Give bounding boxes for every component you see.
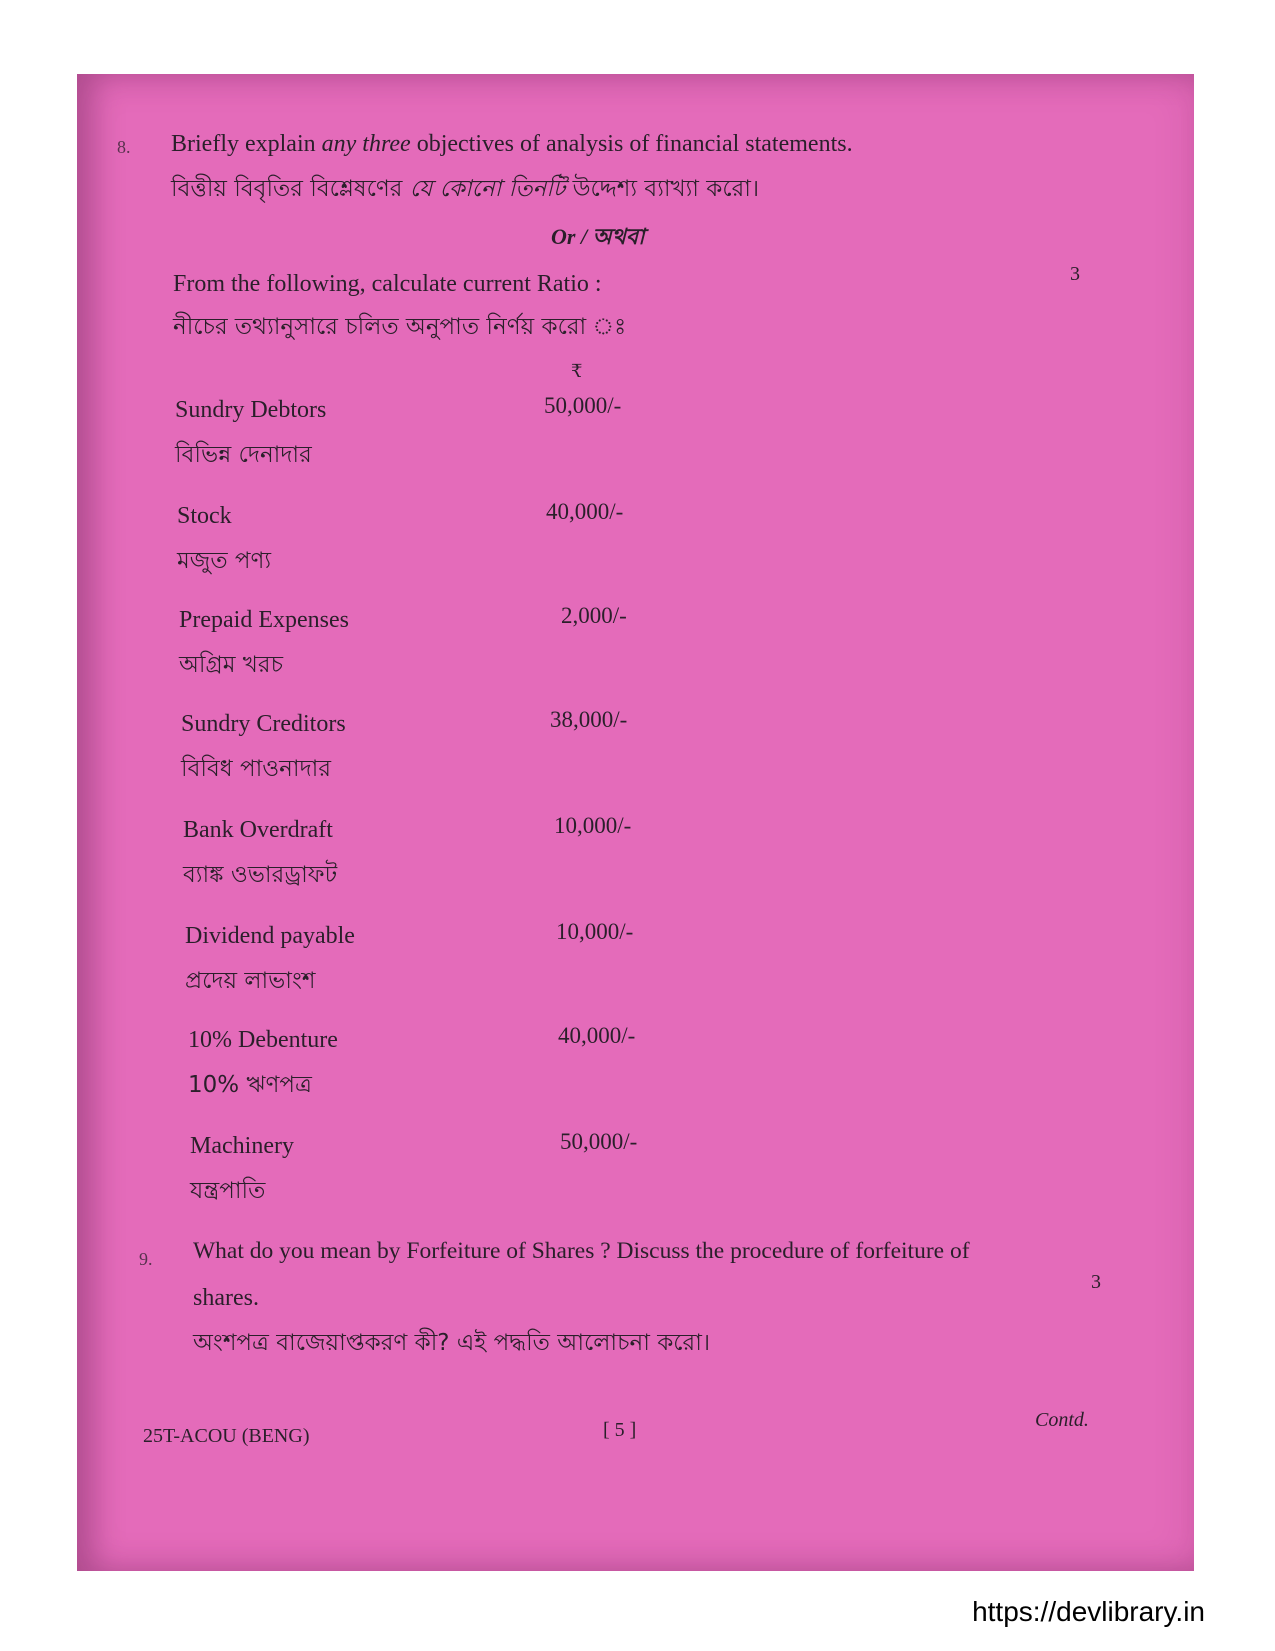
rupee-symbol: ₹: [571, 361, 583, 381]
question-8-text: Briefly explain any three objectives of analysis of financial statements.: [171, 131, 853, 157]
watermark-url: https://devlibrary.in: [972, 1596, 1205, 1627]
question-8-marks: 3: [1070, 263, 1080, 285]
question-8-number: 8.: [117, 137, 131, 157]
question-9-text-line1: What do you mean by Forfeiture of Shares ? Discuss the procedure of forfeiture of: [193, 1238, 970, 1264]
item-amount: 10,000/-: [554, 813, 632, 838]
item-bengali: মজুত পণ্য: [177, 548, 272, 574]
alternative-question-bengali: নীচের তথ্যানুসারে চলিত অনুপাত নির্ণয় করো ঃ: [173, 314, 627, 340]
item-amount: 50,000/-: [560, 1129, 638, 1154]
item-amount: 38,000/-: [550, 707, 628, 732]
question-9-bengali: অংশপত্র বাজেয়াপ্তকরণ কী? এই পদ্ধতি আলোচনা করো।: [193, 1330, 711, 1356]
alternative-question-text: From the following, calculate current Ratio :: [173, 271, 602, 297]
item-label: 10% Debenture: [188, 1027, 338, 1053]
continued-label: Contd.: [1035, 1409, 1089, 1431]
item-label: Bank Overdraft: [183, 817, 333, 843]
or-label: Or / অথবা: [551, 224, 645, 249]
item-bengali: 10% ঋণপত্র: [188, 1072, 312, 1098]
item-label: Dividend payable: [185, 923, 355, 949]
question-9-number: 9.: [139, 1249, 153, 1269]
item-bengali: প্রদেয় লাভাংশ: [185, 968, 316, 994]
item-label: Stock: [177, 503, 232, 529]
question-9-marks: 3: [1091, 1271, 1101, 1293]
question-8-bengali: বিত্তীয় বিবৃতির বিশ্লেষণের যে কোনো তিনটি উদ্দেশ্য ব্যাখ্যা করো।: [171, 176, 760, 202]
page-number: [ 5 ]: [603, 1419, 637, 1441]
question-9-text-line2: shares.: [193, 1285, 259, 1311]
item-amount: 50,000/-: [544, 393, 622, 418]
item-bengali: বিবিধ পাওনাদার: [181, 756, 331, 782]
item-amount: 2,000/-: [561, 603, 627, 628]
item-bengali: বিভিন্ন দেনাদার: [175, 442, 312, 468]
exam-page: [77, 74, 1194, 1571]
paper-code: 25T-ACOU (BENG): [143, 1425, 310, 1447]
item-bengali: ব্যাঙ্ক ওভারড্রাফট: [183, 862, 338, 888]
item-label: Machinery: [190, 1133, 294, 1159]
item-label: Prepaid Expenses: [179, 607, 349, 633]
item-amount: 40,000/-: [558, 1023, 636, 1048]
item-label: Sundry Creditors: [181, 711, 346, 737]
item-label: Sundry Debtors: [175, 397, 327, 423]
item-bengali: অগ্রিম খরচ: [179, 652, 283, 678]
item-amount: 10,000/-: [556, 919, 634, 944]
item-bengali: যন্ত্রপাতি: [190, 1178, 266, 1204]
item-amount: 40,000/-: [546, 499, 624, 524]
